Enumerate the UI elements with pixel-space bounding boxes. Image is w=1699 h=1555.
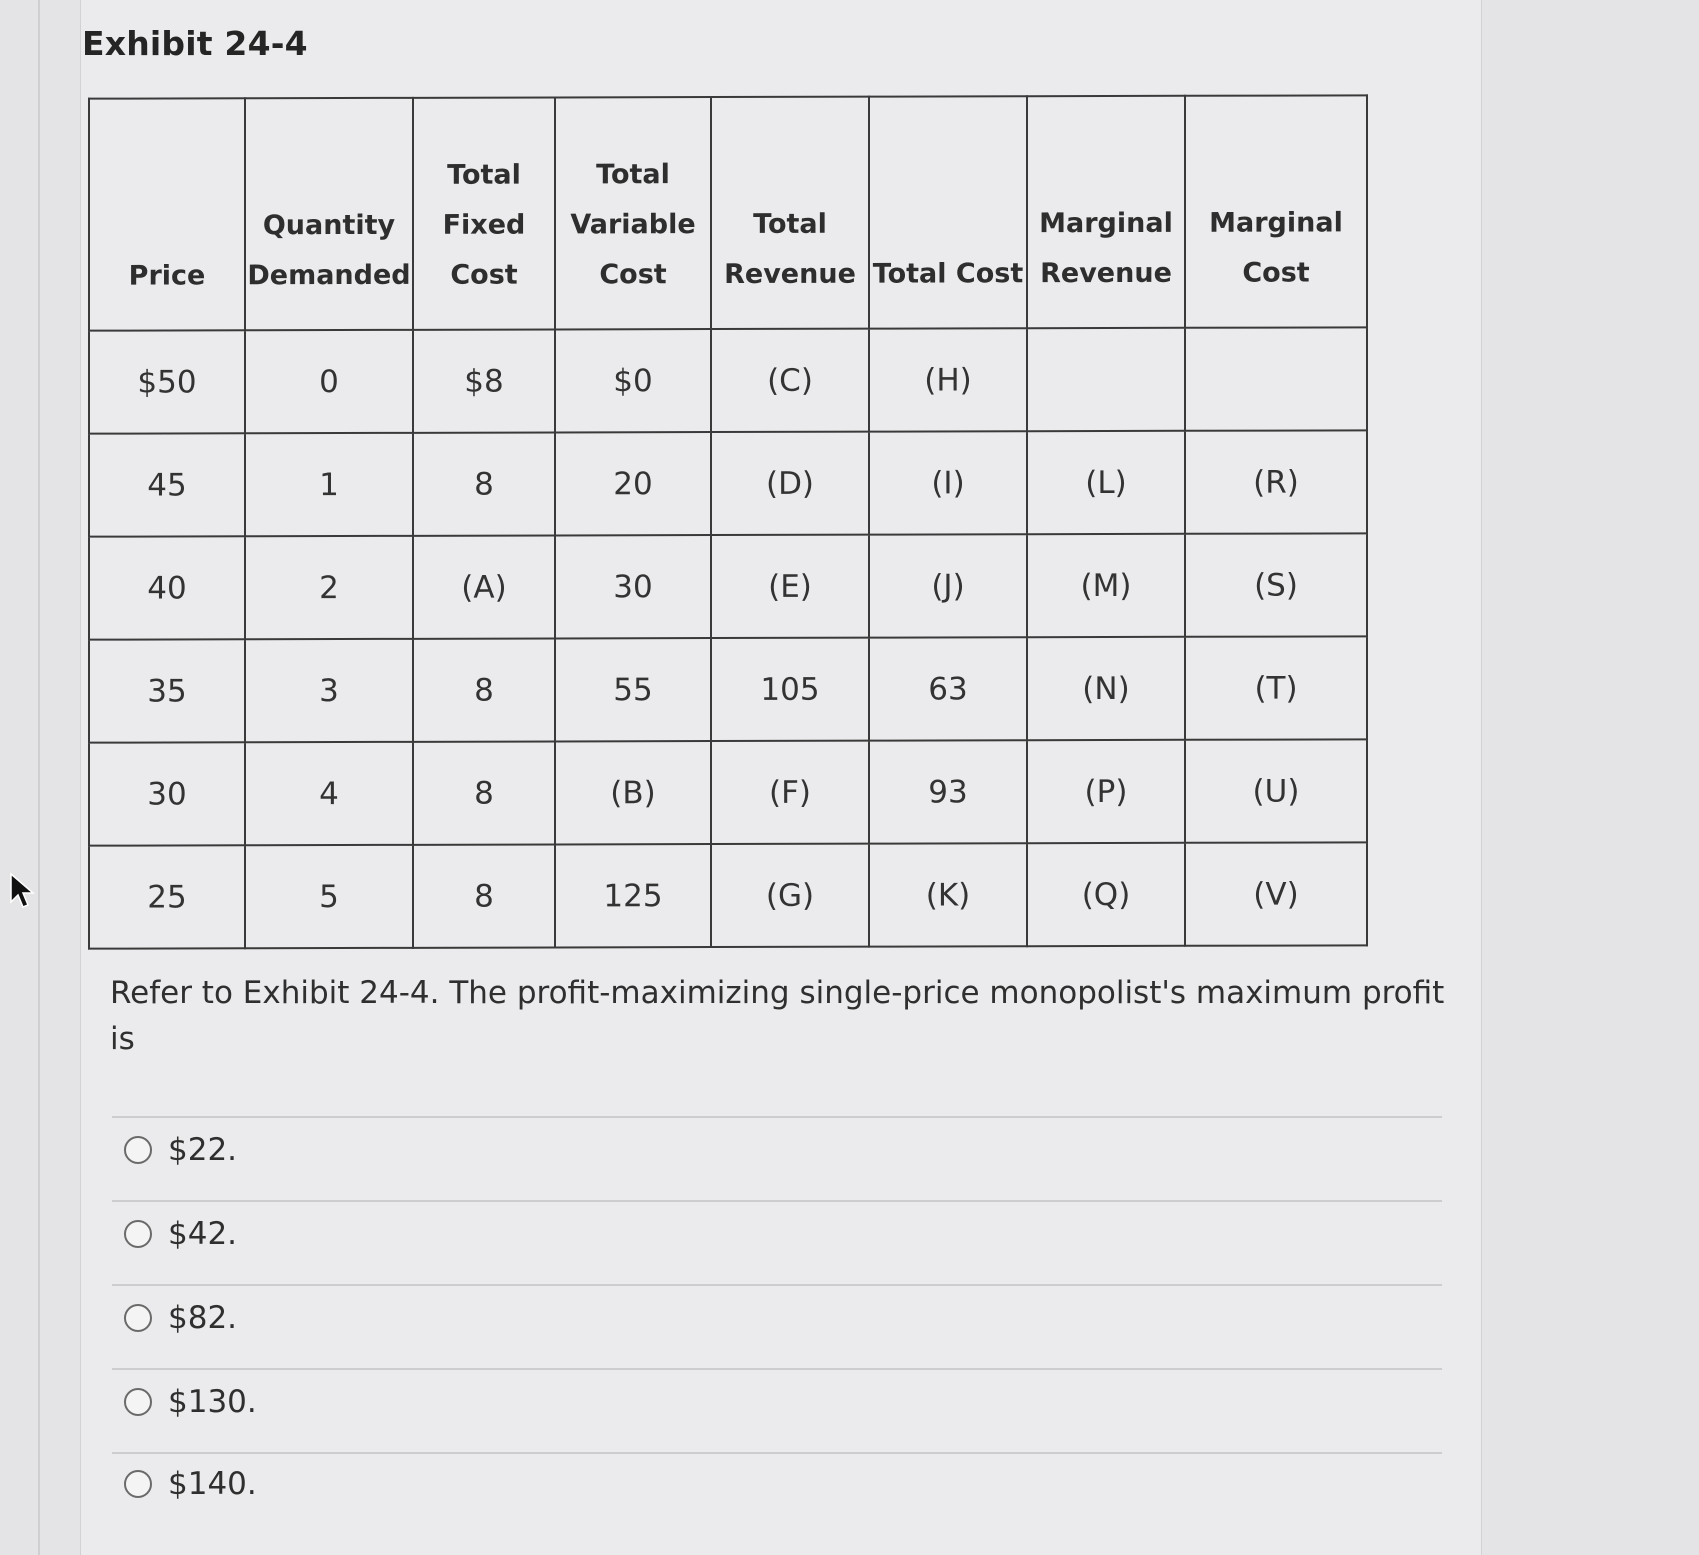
answer-option-label: $82. xyxy=(168,1300,238,1336)
table-cell: (E) xyxy=(711,535,869,638)
table-cell: (B) xyxy=(555,741,711,844)
table-cell: 2 xyxy=(245,536,413,639)
exhibit-title: Exhibit 24-4 xyxy=(82,24,308,63)
table-cell: (H) xyxy=(869,328,1027,431)
table-cell: (M) xyxy=(1027,534,1185,637)
radio-button-icon[interactable] xyxy=(124,1470,152,1498)
page-edge-line xyxy=(38,0,40,1555)
table-cell: (F) xyxy=(711,741,869,844)
table-cell: 3 xyxy=(245,639,413,742)
table-row xyxy=(89,327,1367,433)
table-cell: $0 xyxy=(555,329,711,432)
radio-button-icon[interactable] xyxy=(124,1136,152,1164)
divider xyxy=(112,1368,1442,1370)
radio-button-icon[interactable] xyxy=(124,1388,152,1416)
table-cell: 25 xyxy=(89,845,245,948)
table-cell: (C) xyxy=(711,329,869,432)
answer-option-3[interactable] xyxy=(124,1300,237,1336)
answer-option-label: $140. xyxy=(168,1466,257,1502)
table-cell: (N) xyxy=(1027,637,1185,740)
exhibit-table xyxy=(88,94,1368,949)
table-cell: 5 xyxy=(245,845,413,948)
answer-option-4[interactable] xyxy=(124,1384,257,1420)
table-cell: (S) xyxy=(1185,533,1367,636)
table-cell: 0 xyxy=(245,330,413,433)
answer-option-label: $130. xyxy=(168,1384,257,1420)
answer-option-5[interactable] xyxy=(124,1466,257,1502)
table-cell: 45 xyxy=(89,433,245,536)
table-cell: 93 xyxy=(869,740,1027,843)
table-cell: (P) xyxy=(1027,740,1185,843)
header-total-variable-cost: Total Variable Cost xyxy=(555,97,711,329)
table-row xyxy=(89,430,1367,536)
table-cell: 8 xyxy=(413,638,555,741)
table-cell: 55 xyxy=(555,638,711,741)
table-cell: (L) xyxy=(1027,431,1185,534)
table-cell: (K) xyxy=(869,843,1027,946)
divider xyxy=(112,1452,1442,1454)
answer-option-label: $22. xyxy=(168,1132,238,1168)
header-total-fixed-cost: Total Fixed Cost xyxy=(413,97,555,329)
table-cell: (D) xyxy=(711,432,869,535)
table-cell: 4 xyxy=(245,742,413,845)
table-cell: 8 xyxy=(413,741,555,844)
header-total-cost: Total Cost xyxy=(869,96,1027,328)
divider xyxy=(112,1284,1442,1286)
table-cell: (A) xyxy=(413,535,555,638)
table-row xyxy=(89,636,1367,742)
header-marginal-cost: Marginal Cost xyxy=(1185,95,1367,327)
table-cell: 30 xyxy=(89,742,245,845)
table-cell: (T) xyxy=(1185,636,1367,739)
table-cell: (R) xyxy=(1185,430,1367,533)
table-cell xyxy=(1027,328,1185,431)
header-quantity-demanded: Quantity Demanded xyxy=(245,98,413,330)
table-cell: (U) xyxy=(1185,739,1367,842)
radio-button-icon[interactable] xyxy=(124,1304,152,1332)
table-row xyxy=(89,739,1367,845)
table-cell: (G) xyxy=(711,844,869,947)
table-header-row xyxy=(89,95,1367,330)
table-cell: 1 xyxy=(245,433,413,536)
table-cell: (V) xyxy=(1185,842,1367,945)
table-cell xyxy=(1185,327,1367,430)
table-cell: 8 xyxy=(413,432,555,535)
header-total-revenue: Total Revenue xyxy=(711,97,869,329)
table-cell: $50 xyxy=(89,330,245,433)
table-row xyxy=(89,533,1367,639)
radio-button-icon[interactable] xyxy=(124,1220,152,1248)
table-cell: 8 xyxy=(413,844,555,947)
table-cell: 30 xyxy=(555,535,711,638)
question-text: Refer to Exhibit 24-4. The profit-maximizing single-price monopolist's maximum profit is xyxy=(110,975,1445,1057)
table-cell: (J) xyxy=(869,534,1027,637)
table-cell: (Q) xyxy=(1027,843,1185,946)
table-cell: 105 xyxy=(711,638,869,741)
answer-option-1[interactable] xyxy=(124,1132,237,1168)
table-cell: 40 xyxy=(89,536,245,639)
header-marginal-revenue: Marginal Revenue xyxy=(1027,96,1185,328)
mouse-pointer-icon xyxy=(8,872,38,912)
table-cell: 63 xyxy=(869,637,1027,740)
table-cell: 125 xyxy=(555,844,711,947)
table-row xyxy=(89,842,1367,948)
table-cell: (I) xyxy=(869,431,1027,534)
table-cell: 20 xyxy=(555,432,711,535)
divider xyxy=(112,1200,1442,1202)
table-cell: $8 xyxy=(413,329,555,432)
answer-option-label: $42. xyxy=(168,1216,238,1252)
divider xyxy=(112,1116,1442,1118)
answer-option-2[interactable] xyxy=(124,1216,237,1252)
table-cell: 35 xyxy=(89,639,245,742)
header-price: Price xyxy=(89,98,245,330)
